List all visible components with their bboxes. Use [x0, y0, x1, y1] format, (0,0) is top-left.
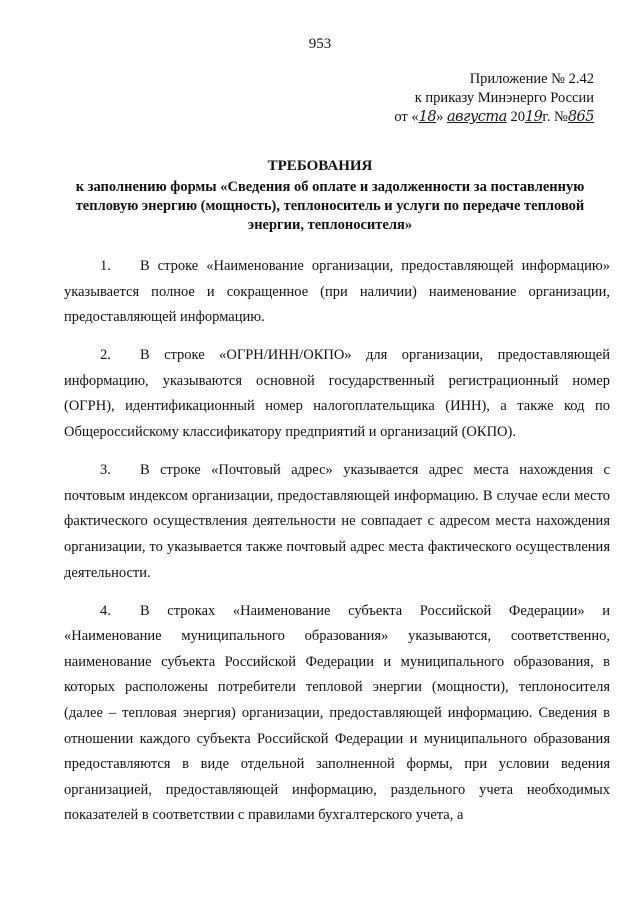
paragraph-text: В строке «ОГРН/ИНН/ОКПО» для организации, предоставляющей информацию, указываются основной государственный регистрационный номер (ОГРН), идентификационный номер налогоплательщика (ИНН), а также код по Общероссийскому классификатору предприятий и организаций (ОКПО). — [64, 347, 610, 441]
paragraph-number: 4. — [100, 602, 111, 619]
appendix-line-1: Приложение № 2.42 — [469, 71, 594, 87]
paragraph-text: В строках «Наименование субъекта Российской Федерации» и «Наименование муниципального образования» указываются, соответственно, наименование субъекта Российской Федерации и муниципального образования, в которых расположены потребители тепловой энергии (мощности), теплоносителя (далее – тепловая энергия) организации, предоставляющей информацию. Сведения в отношении каждого субъекта Российской Федерации и муниципального образования предоставляются в виде отдельной заполненной формы, при условии ведения организацией, предоставляющей информацию, раздельного учета необходимых показателей в соответствии с правилами бухгалтерского учета, а — [64, 602, 610, 824]
handwritten-day: 18 — [418, 109, 437, 125]
paragraph-text: В строке «Наименование организации, предоставляющей информацию» указывается полное и сокращенное (при наличии) наименование организации, предоставляющей информацию. — [64, 258, 610, 326]
paragraph-number: 3. — [100, 462, 111, 479]
paragraph-1 — [64, 254, 610, 331]
date-sep-3: г. № — [542, 109, 568, 125]
handwritten-month: августа — [446, 109, 507, 125]
page-number: 953 — [308, 36, 332, 52]
appendix-line-2: к приказу Минэнерго России — [414, 90, 594, 106]
document-title: ТРЕБОВАНИЯ — [267, 158, 373, 174]
paragraph-number: 1. — [100, 258, 111, 274]
handwritten-order-number: 865 — [567, 109, 594, 125]
document-subtitle: к заполнению формы «Сведения об оплате и задолженности за поставленную тепловую энергию (мощность), теплоноситель и услуги по передаче тепловой энергии, теплоносителя» — [75, 179, 585, 233]
paragraph-number: 2. — [100, 347, 111, 364]
appendix-header — [394, 70, 594, 127]
paragraph-text: В строке «Почтовый адрес» указывается адрес места нахождения с почтовым индексом организации, предоставляющей информацию. В случае если место фактического осуществления деятельности не совпадает с адресом места нахождения организации, то указывается также почтовый адрес места фактического осуществления деятельности. — [64, 462, 610, 581]
date-sep-2: 20 — [506, 109, 525, 125]
date-prefix: от « — [394, 109, 419, 125]
paragraph-2 — [64, 343, 610, 445]
appendix-line-3 — [394, 108, 594, 127]
paragraph-4 — [64, 599, 610, 829]
paragraph-3 — [64, 458, 610, 586]
handwritten-year: 19 — [524, 109, 543, 125]
date-sep-1: » — [436, 109, 447, 125]
document-body — [64, 254, 610, 841]
